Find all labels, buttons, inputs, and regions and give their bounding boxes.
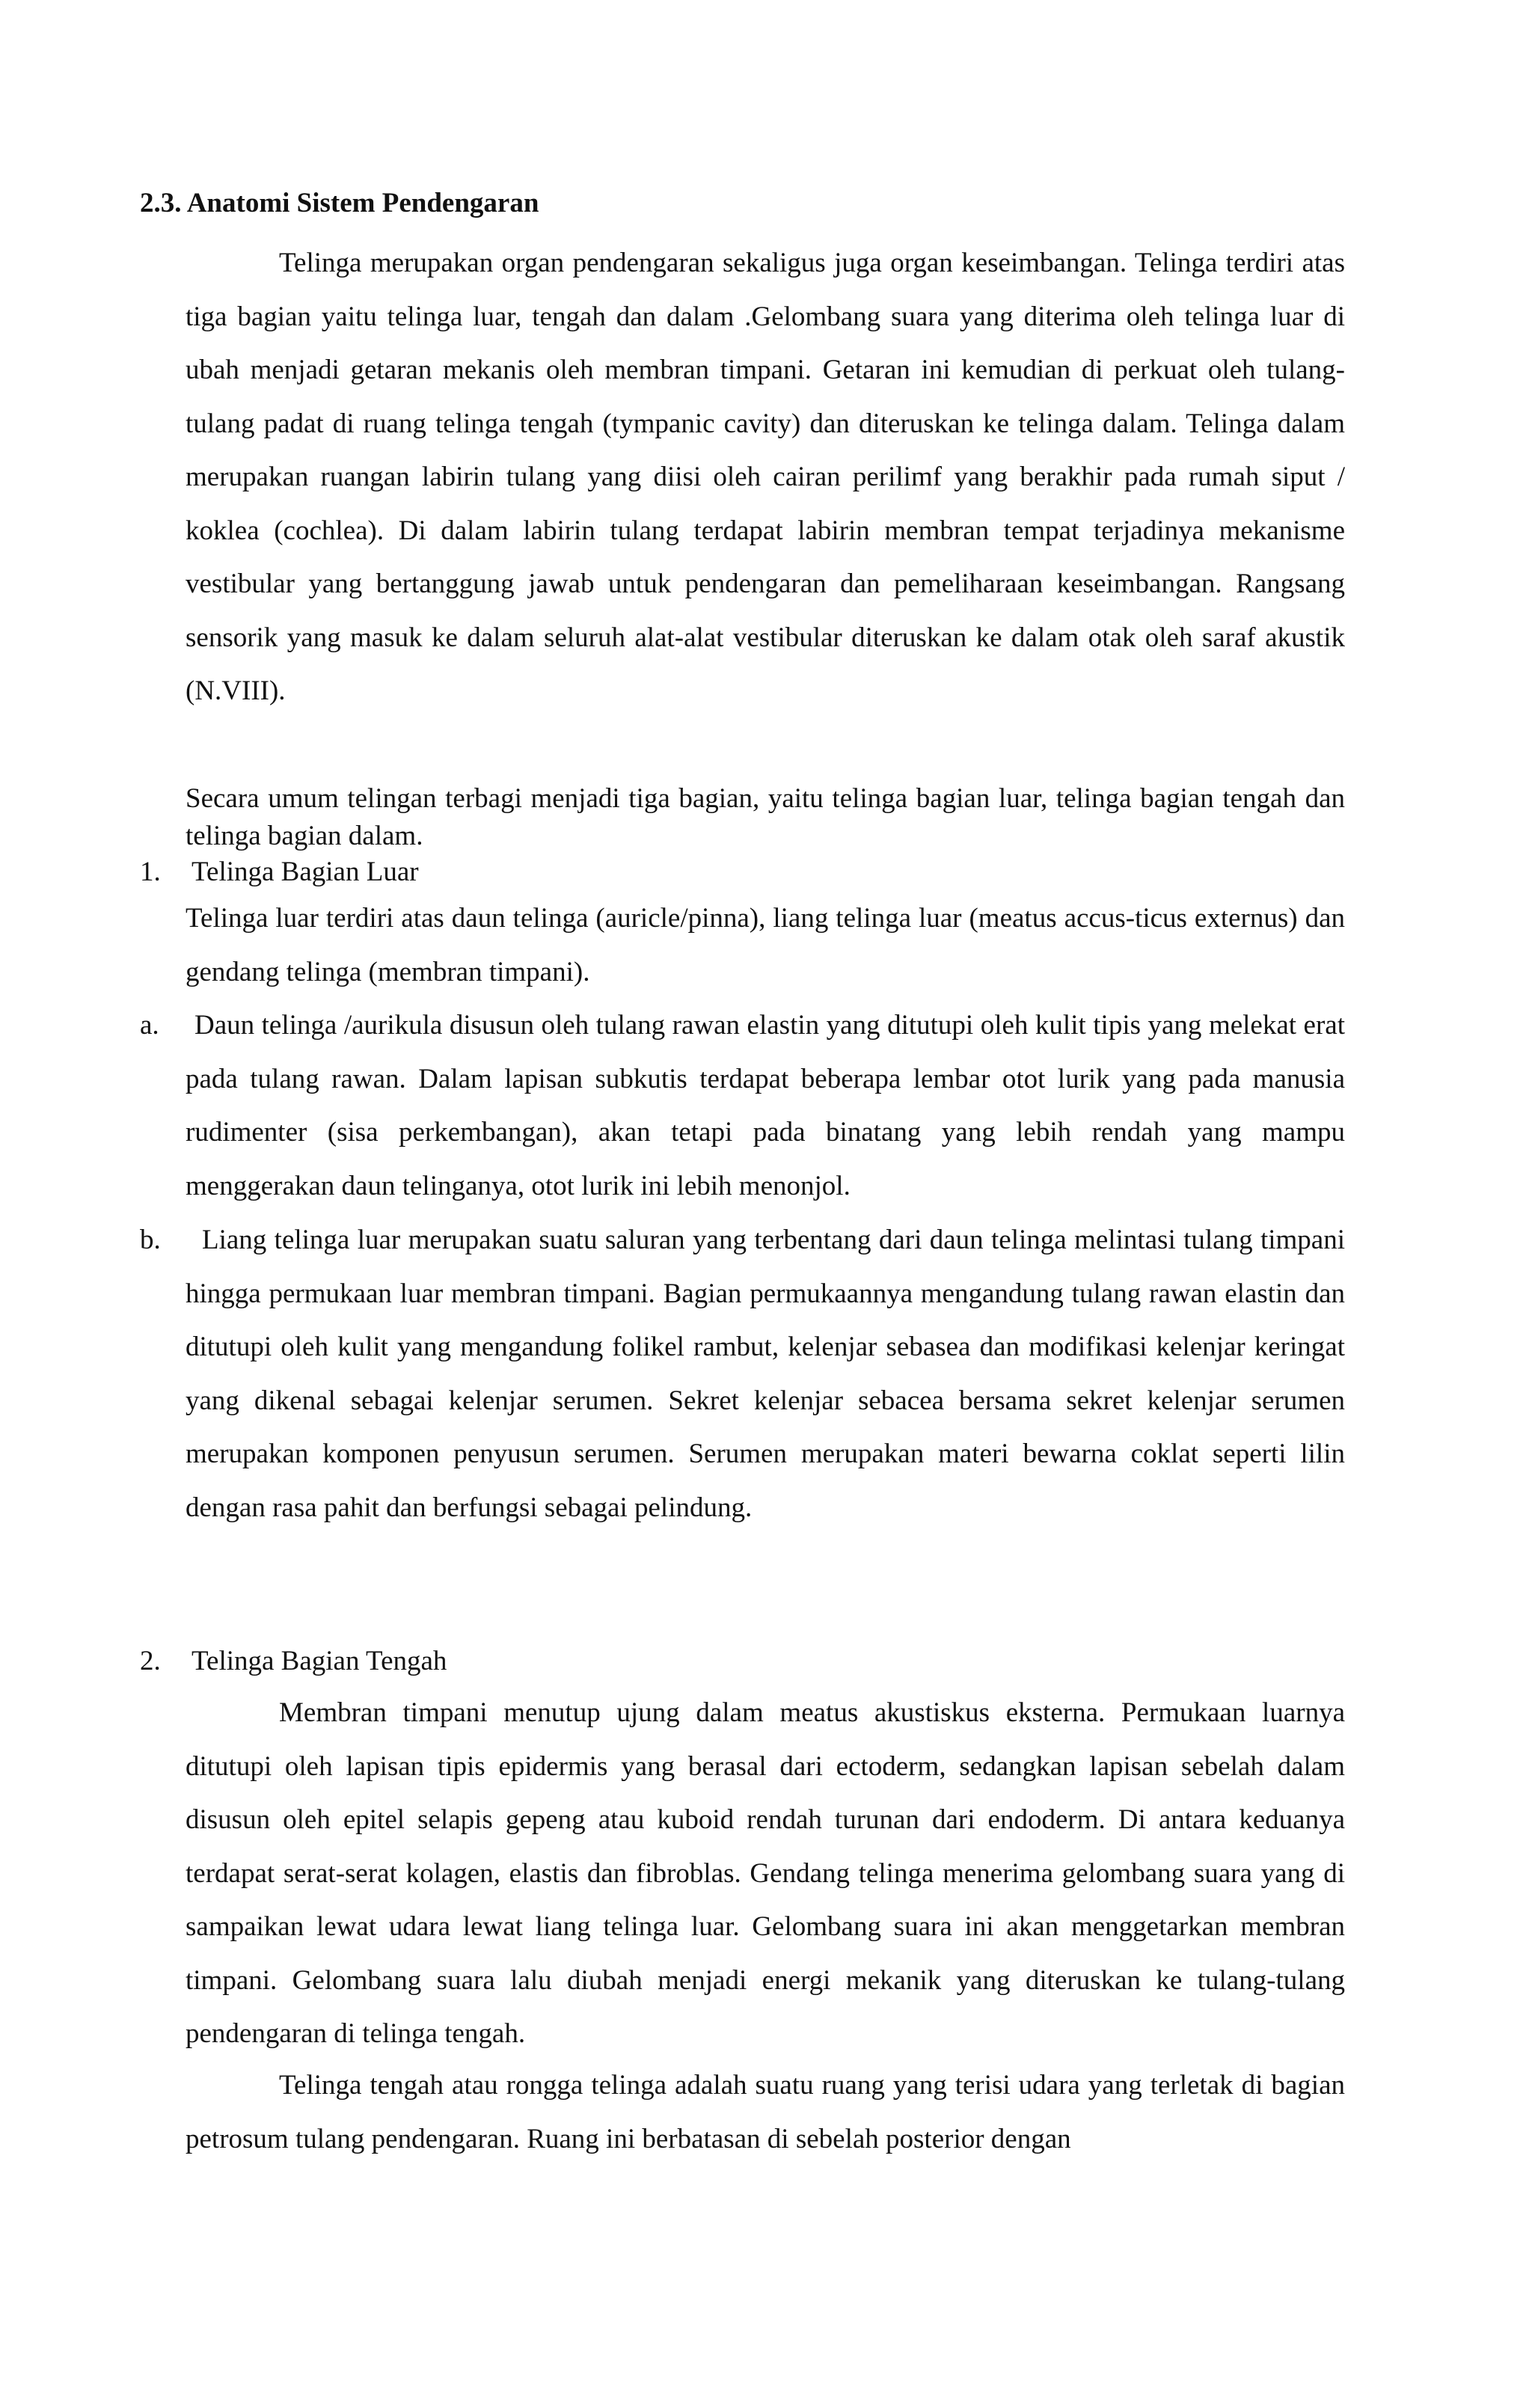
item-a-text-content: Daun telinga /aurikula disusun oleh tulang rawan elastin yang ditutupi oleh kulit tipis yang melekat erat pada tulang rawan. Dalam lapisan subkutis terdapat beberapa lembar otot lurik yang pada manusia rudimenter (sisa perkembangan), akan tetapi pada binatang yang lebih rendah yang mampu menggerakan daun telinganya, otot lurik ini lebih menonjol.: [186, 1010, 1345, 1201]
part1-title: Telinga Bagian Luar: [192, 857, 419, 887]
item-b-text: [186, 1213, 1345, 1534]
part2-number: 2.: [140, 1646, 161, 1676]
part2-title: Telinga Bagian Tengah: [192, 1646, 447, 1676]
intro-paragraph: Telinga merupakan organ pendengaran sekaligus juga organ keseimbangan. Telinga terdiri atas tiga bagian yaitu telinga luar, tengah dan dalam .Gelombang suara yang diterima oleh telinga luar di ubah menjadi getaran mekanis oleh membran timpani. Getaran ini kemudian di perkuat oleh tulang-tulang padat di ruang telinga tengah (tympanic cavity) dan diteruskan ke telinga dalam. Telinga dalam merupakan ruangan labirin tulang yang diisi oleh cairan perilimf yang berakhir pada rumah siput / koklea (cochlea). Di dalam labirin tulang terdapat labirin membran tempat terjadinya mekanisme vestibular yang bertanggung jawab untuk pendengaran dan pemeliharaan keseimbangan. Rangsang sensorik yang masuk ke dalam seluruh alat-alat vestibular diteruskan ke dalam otak oleh saraf akustik (N.VIII).: [186, 248, 1345, 706]
item-a-marker: a.: [140, 1010, 159, 1041]
part2-paragraph1: Membran timpani menutup ujung dalam meatus akustiskus eksterna. Permukaan luarnya ditutupi oleh lapisan tipis epidermis yang berasal dari ectoderm, sedangkan lapisan sebelah dalam disusun oleh epitel selapis gepeng atau kuboid rendah turunan dari endoderm. Di antara keduanya terdapat serat-serat kolagen, elastis dan fibroblas. Gendang telinga menerima gelombang suara yang di sampaikan lewat udara lewat liang telinga luar. Gelombang suara ini akan menggetarkan membran timpani. Gelombang suara lalu diubah menjadi energi mekanik yang diteruskan ke tulang-tulang pendengaran di telinga tengah.: [186, 1697, 1345, 2049]
item-b-text-content: Liang telinga luar merupakan suatu saluran yang terbentang dari daun telinga melintasi tulang timpani hingga permukaan luar membran timpani. Bagian permukaannya mengandung tulang rawan elastin dan ditutupi oleh kulit yang mengandung folikel rambut, kelenjar sebasea dan modifikasi kelenjar keringat yang dikenal sebagai kelenjar serumen. Sekret kelenjar sebacea bersama sekret kelenjar serumen merupakan komponen penyusun serumen. Serumen merupakan materi bewarna coklat seperti lilin dengan rasa pahit dan berfungsi sebagai pelindung.: [186, 1225, 1345, 1523]
item-b-marker: b.: [140, 1225, 161, 1255]
part1-number: 1.: [140, 857, 161, 887]
part2-paragraph2: Telinga tengah atau rongga telinga adalah suatu ruang yang terisi udara yang terletak di bagian petrosum tulang pendengaran. Ruang ini berbatasan di sebelah posterior dengan: [186, 2070, 1345, 2154]
part1-description: Telinga luar terdiri atas daun telinga (auricle/pinna), liang telinga luar (meatus accus-ticus externus) dan gendang telinga (membran timpani).: [186, 903, 1345, 987]
section-heading: 2.3. Anatomi Sistem Pendengaran: [140, 188, 539, 218]
item-a-text: [186, 999, 1345, 1213]
general-paragraph: Secara umum telingan terbagi menjadi tiga bagian, yaitu telinga bagian luar, telinga bagian tengah dan telinga bagian dalam.: [186, 783, 1345, 851]
